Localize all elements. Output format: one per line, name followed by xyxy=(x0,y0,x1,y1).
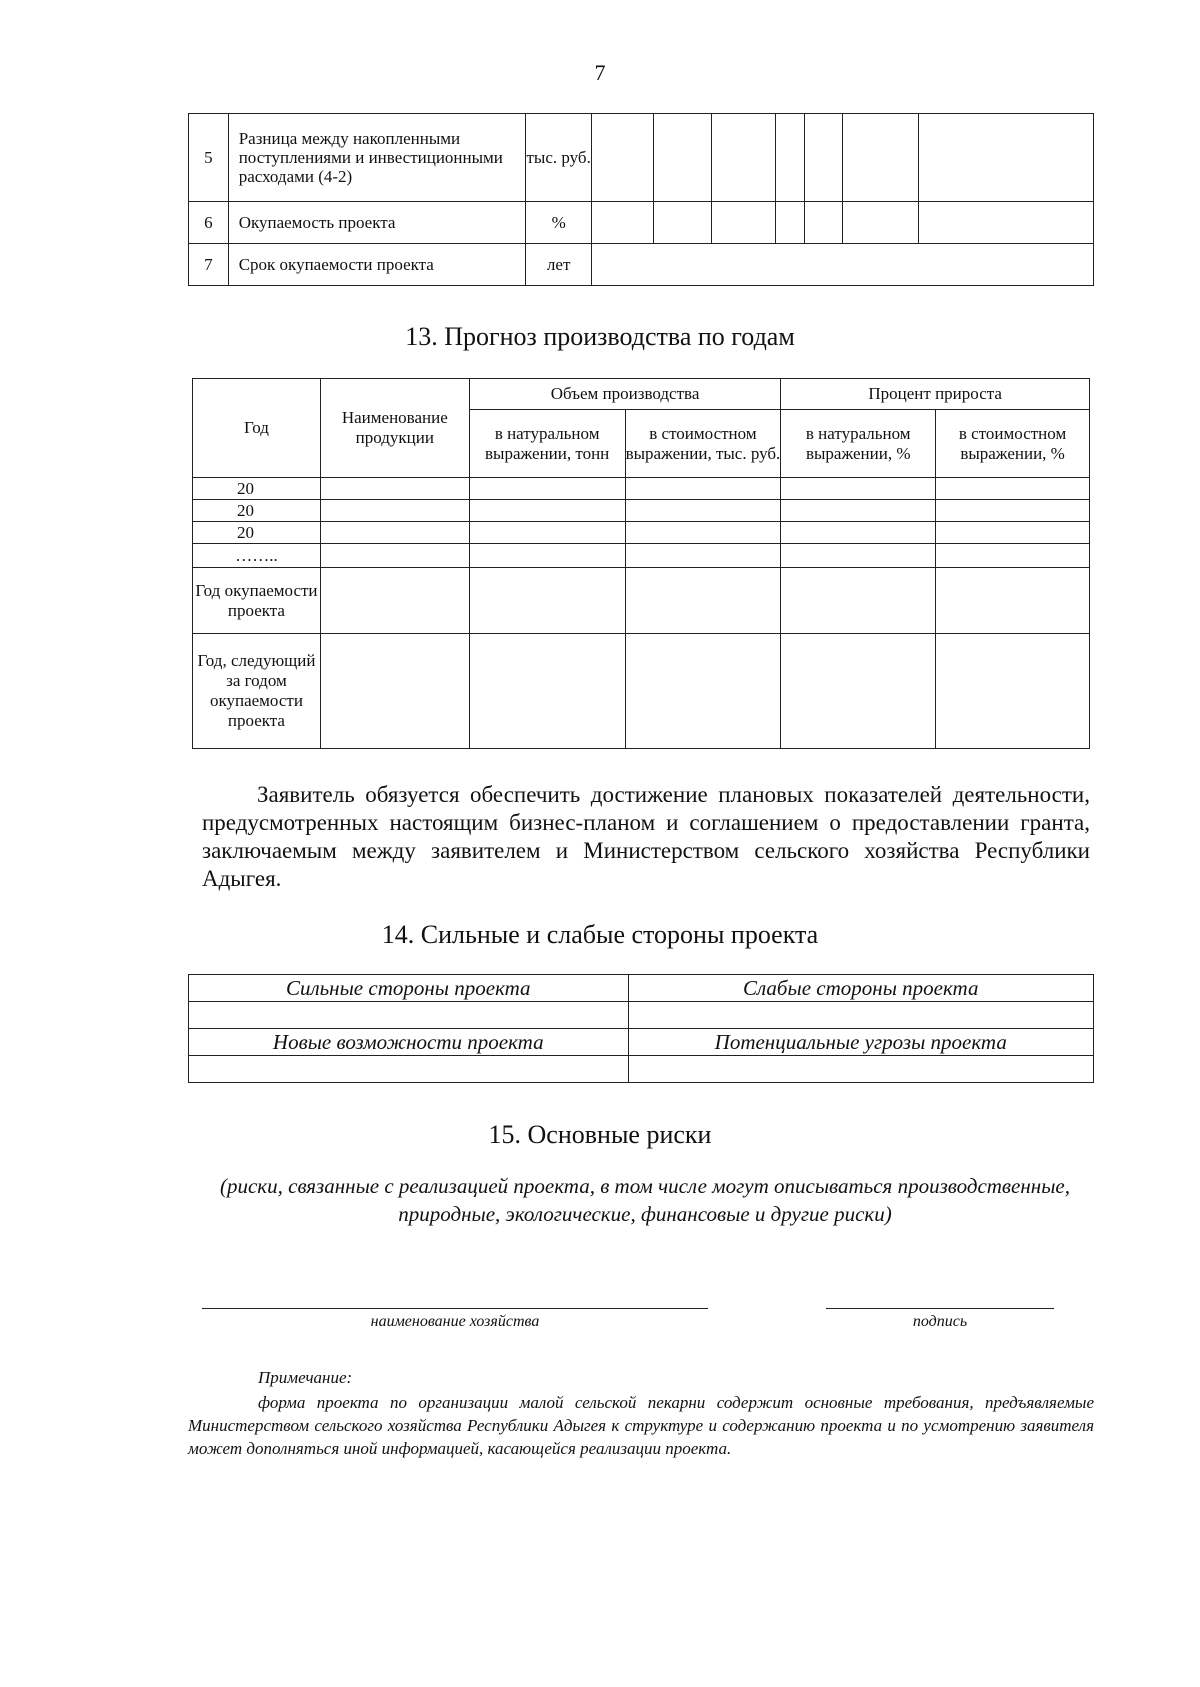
value-cell[interactable] xyxy=(804,114,843,202)
signature-line[interactable] xyxy=(826,1308,1054,1309)
table-row xyxy=(189,1002,1094,1029)
data-cell[interactable] xyxy=(320,478,469,500)
data-cell[interactable] xyxy=(781,522,936,544)
table-row xyxy=(189,114,1094,202)
row-number: 7 xyxy=(189,244,229,286)
section-15-title: 15. Основные риски xyxy=(488,1120,712,1149)
row-label: Срок окупаемости проекта xyxy=(228,244,525,286)
data-cell[interactable] xyxy=(781,568,936,634)
note-text: форма проекта по организации малой сельской пекарни содержит основные требования, предъявляемые Министерством сельского хозяйства Республики Адыгея к структуре и содержанию проекта и по усмотрению заявителя может дополняться иной информацией, касающейся реализации проекта. xyxy=(188,1393,1094,1458)
summary-table xyxy=(188,113,1094,286)
year-cell: …….. xyxy=(193,544,321,568)
header-product: Наименование продукции xyxy=(320,379,469,478)
row-number: 6 xyxy=(189,202,229,244)
table-row xyxy=(193,478,1090,500)
value-cell[interactable] xyxy=(804,202,843,244)
data-cell[interactable] xyxy=(625,568,781,634)
weaknesses-cell[interactable] xyxy=(628,1002,1094,1029)
data-cell[interactable] xyxy=(320,634,469,749)
note-title: Примечание: xyxy=(258,1368,353,1387)
opportunities-cell[interactable] xyxy=(189,1056,629,1083)
strengths-cell[interactable] xyxy=(189,1002,629,1029)
value-cell[interactable] xyxy=(776,114,804,202)
table-row xyxy=(193,500,1090,522)
row-unit: % xyxy=(526,202,592,244)
value-cell[interactable] xyxy=(918,202,1093,244)
header-growth-natural: в натуральном выражении, % xyxy=(781,410,936,478)
header-growth-value: в стоимостном выражении, % xyxy=(936,410,1090,478)
data-cell[interactable] xyxy=(625,634,781,749)
data-cell[interactable] xyxy=(320,568,469,634)
row-label: Окупаемость проекта xyxy=(228,202,525,244)
table-row xyxy=(189,1029,1094,1056)
data-cell[interactable] xyxy=(469,634,625,749)
value-cell[interactable] xyxy=(843,114,918,202)
data-cell[interactable] xyxy=(781,478,936,500)
data-cell[interactable] xyxy=(320,522,469,544)
year-cell: Год, следующий за годом окупаемости проекта xyxy=(193,634,321,749)
value-cell[interactable] xyxy=(592,244,1094,286)
data-cell[interactable] xyxy=(625,522,781,544)
threats-header: Потенциальные угрозы проекта xyxy=(628,1029,1094,1056)
swot-table xyxy=(188,974,1094,1083)
farm-name-label: наименование хозяйства xyxy=(370,1313,540,1330)
farm-name-line[interactable] xyxy=(202,1308,708,1309)
header-volume: Объем производства xyxy=(469,379,781,410)
data-cell[interactable] xyxy=(936,478,1090,500)
year-cell: Год окупаемости проекта xyxy=(193,568,321,634)
value-cell[interactable] xyxy=(592,114,653,202)
data-cell[interactable] xyxy=(625,478,781,500)
table-row xyxy=(189,202,1094,244)
table-row xyxy=(193,568,1090,634)
risks-note: (риски, связанные с реализацией проекта, в том числе могут описываться производственные, природные, экологические, финансовые и другие риски) xyxy=(219,1174,1070,1226)
row-unit: лет xyxy=(526,244,592,286)
data-cell[interactable] xyxy=(936,544,1090,568)
data-cell[interactable] xyxy=(781,544,936,568)
row-label: Разница между накопленными поступлениями и инвестиционными расходами (4-2) xyxy=(228,114,525,202)
year-cell: 20 xyxy=(193,522,321,544)
data-cell[interactable] xyxy=(781,500,936,522)
data-cell[interactable] xyxy=(469,478,625,500)
data-cell[interactable] xyxy=(936,522,1090,544)
opportunities-header: Новые возможности проекта xyxy=(189,1029,629,1056)
production-forecast-table xyxy=(192,378,1090,749)
row-unit: тыс. руб. xyxy=(526,114,592,202)
obligation-text: Заявитель обязуется обеспечить достижение плановых показателей деятельности, предусмотренных настоящим бизнес-планом и соглашением о предоставлении гранта, заключаемым между заявителем и Министерством сельского хозяйства Республики Адыгея. xyxy=(202,782,1090,891)
data-cell[interactable] xyxy=(320,544,469,568)
data-cell[interactable] xyxy=(469,568,625,634)
data-cell[interactable] xyxy=(469,500,625,522)
strengths-header: Сильные стороны проекта xyxy=(189,975,629,1002)
header-growth: Процент прироста xyxy=(781,379,1090,410)
value-cell[interactable] xyxy=(712,114,776,202)
table-row xyxy=(189,1056,1094,1083)
data-cell[interactable] xyxy=(625,544,781,568)
year-cell: 20 xyxy=(193,500,321,522)
header-volume-value: в стоимостном выражении, тыс. руб. xyxy=(625,410,781,478)
table-row xyxy=(189,244,1094,286)
table-row xyxy=(189,975,1094,1002)
page-number: 7 xyxy=(594,60,606,85)
data-cell[interactable] xyxy=(936,568,1090,634)
value-cell[interactable] xyxy=(653,114,712,202)
value-cell[interactable] xyxy=(653,202,712,244)
table-row xyxy=(193,544,1090,568)
data-cell[interactable] xyxy=(781,634,936,749)
header-volume-natural: в натуральном выражении, тонн xyxy=(469,410,625,478)
obligation-paragraph xyxy=(202,781,1090,893)
header-year: Год xyxy=(193,379,321,478)
value-cell[interactable] xyxy=(592,202,653,244)
value-cell[interactable] xyxy=(843,202,918,244)
section-14-title: 14. Сильные и слабые стороны проекта xyxy=(381,920,819,949)
data-cell[interactable] xyxy=(320,500,469,522)
signature-label: подпись xyxy=(912,1313,968,1330)
data-cell[interactable] xyxy=(469,522,625,544)
note-body xyxy=(188,1391,1094,1460)
row-number: 5 xyxy=(189,114,229,202)
threats-cell[interactable] xyxy=(628,1056,1094,1083)
table-row xyxy=(193,634,1090,749)
data-cell[interactable] xyxy=(469,544,625,568)
data-cell[interactable] xyxy=(625,500,781,522)
weaknesses-header: Слабые стороны проекта xyxy=(628,975,1094,1002)
year-cell: 20 xyxy=(193,478,321,500)
table-row xyxy=(193,522,1090,544)
value-cell[interactable] xyxy=(712,202,776,244)
data-cell[interactable] xyxy=(936,634,1090,749)
value-cell[interactable] xyxy=(918,114,1093,202)
data-cell[interactable] xyxy=(936,500,1090,522)
value-cell[interactable] xyxy=(776,202,804,244)
section-13-title: 13. Прогноз производства по годам xyxy=(405,322,795,351)
